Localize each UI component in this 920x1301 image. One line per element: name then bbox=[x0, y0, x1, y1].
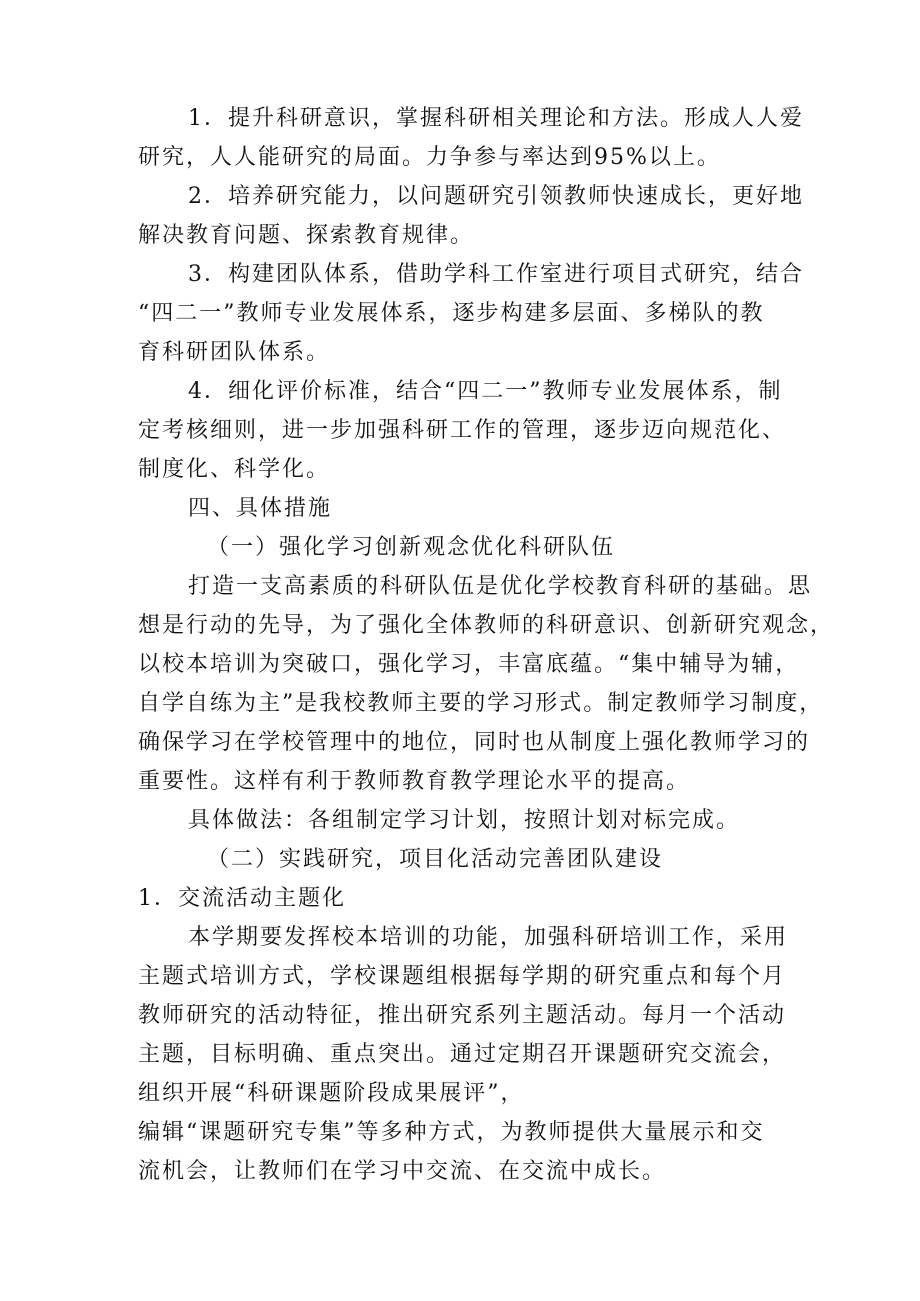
text-line: 重要性。这样有利于教师教育教学理论水平的提高。 bbox=[138, 769, 691, 794]
section-heading: 四、具体措施 bbox=[188, 496, 333, 521]
text-line: 定考核细则，进一步加强科研工作的管理，逐步迈向规范化、 bbox=[138, 418, 787, 443]
text-line: 编辑“课题研究专集”等多种方式，为教师提供大量展示和交 bbox=[138, 1120, 765, 1145]
text-line: 主题式培训方式，学校课题组根据每学期的研究重点和每个月 bbox=[138, 964, 787, 989]
subsection-heading: （一）强化学习创新观念优化科研队伍 bbox=[207, 535, 616, 560]
text-line: 教师研究的活动特征，推出研究系列主题活动。每月一个活动 bbox=[138, 1003, 787, 1028]
text-line: 组织开展“科研课题阶段成果展评”， bbox=[138, 1081, 525, 1106]
text-line: 确保学习在学校管理中的地位，同时也从制度上强化教师学习的 bbox=[138, 730, 811, 755]
text-line: 1．提升科研意识，掌握科研相关理论和方法。形成人人爱 bbox=[188, 106, 804, 131]
text-line: 研究，人人能研究的局面。力争参与率达到95%以上。 bbox=[138, 145, 721, 170]
text-line: 打造一支高素质的科研队伍是优化学校教育科研的基础。思 bbox=[188, 574, 813, 599]
subsection-heading: （二）实践研究，项目化活动完善团队建设 bbox=[207, 847, 664, 872]
text-line: 制度化、科学化。 bbox=[138, 457, 331, 482]
text-line: 本学期要发挥校本培训的功能，加强科研培训工作，采用 bbox=[188, 925, 789, 950]
text-line: 2．培养研究能力，以问题研究引领教师快速成长，更好地 bbox=[188, 184, 804, 209]
text-line: 3．构建团队体系，借助学科工作室进行项目式研究，结合 bbox=[188, 262, 804, 287]
text-line: 流机会，让教师们在学习中交流、在交流中成长。 bbox=[138, 1159, 667, 1184]
text-line: “四二一”教师专业发展体系，逐步构建多层面、多梯队的教 bbox=[138, 301, 765, 326]
text-line: 主题，目标明确、重点突出。通过定期召开课题研究交流会， bbox=[138, 1042, 787, 1067]
text-line: 解决教育问题、探索教育规律。 bbox=[138, 223, 475, 248]
text-line: 4．细化评价标准，结合“四二一”教师专业发展体系，制 bbox=[188, 379, 783, 404]
text-line: 想是行动的先导，为了强化全体教师的科研意识、创新研究观念， bbox=[138, 613, 835, 638]
text-line: 育科研团队体系。 bbox=[138, 340, 331, 365]
text-line: 以校本培训为突破口，强化学习，丰富底蕴。“集中辅导为辅， bbox=[138, 652, 800, 677]
text-line: 具体做法：各组制定学习计划，按照计划对标完成。 bbox=[188, 808, 741, 833]
text-line: 自学自练为主”是我校教师主要的学习形式。制定教师学习制度， bbox=[138, 691, 824, 716]
item-heading: 1．交流活动主题化 bbox=[138, 886, 346, 911]
